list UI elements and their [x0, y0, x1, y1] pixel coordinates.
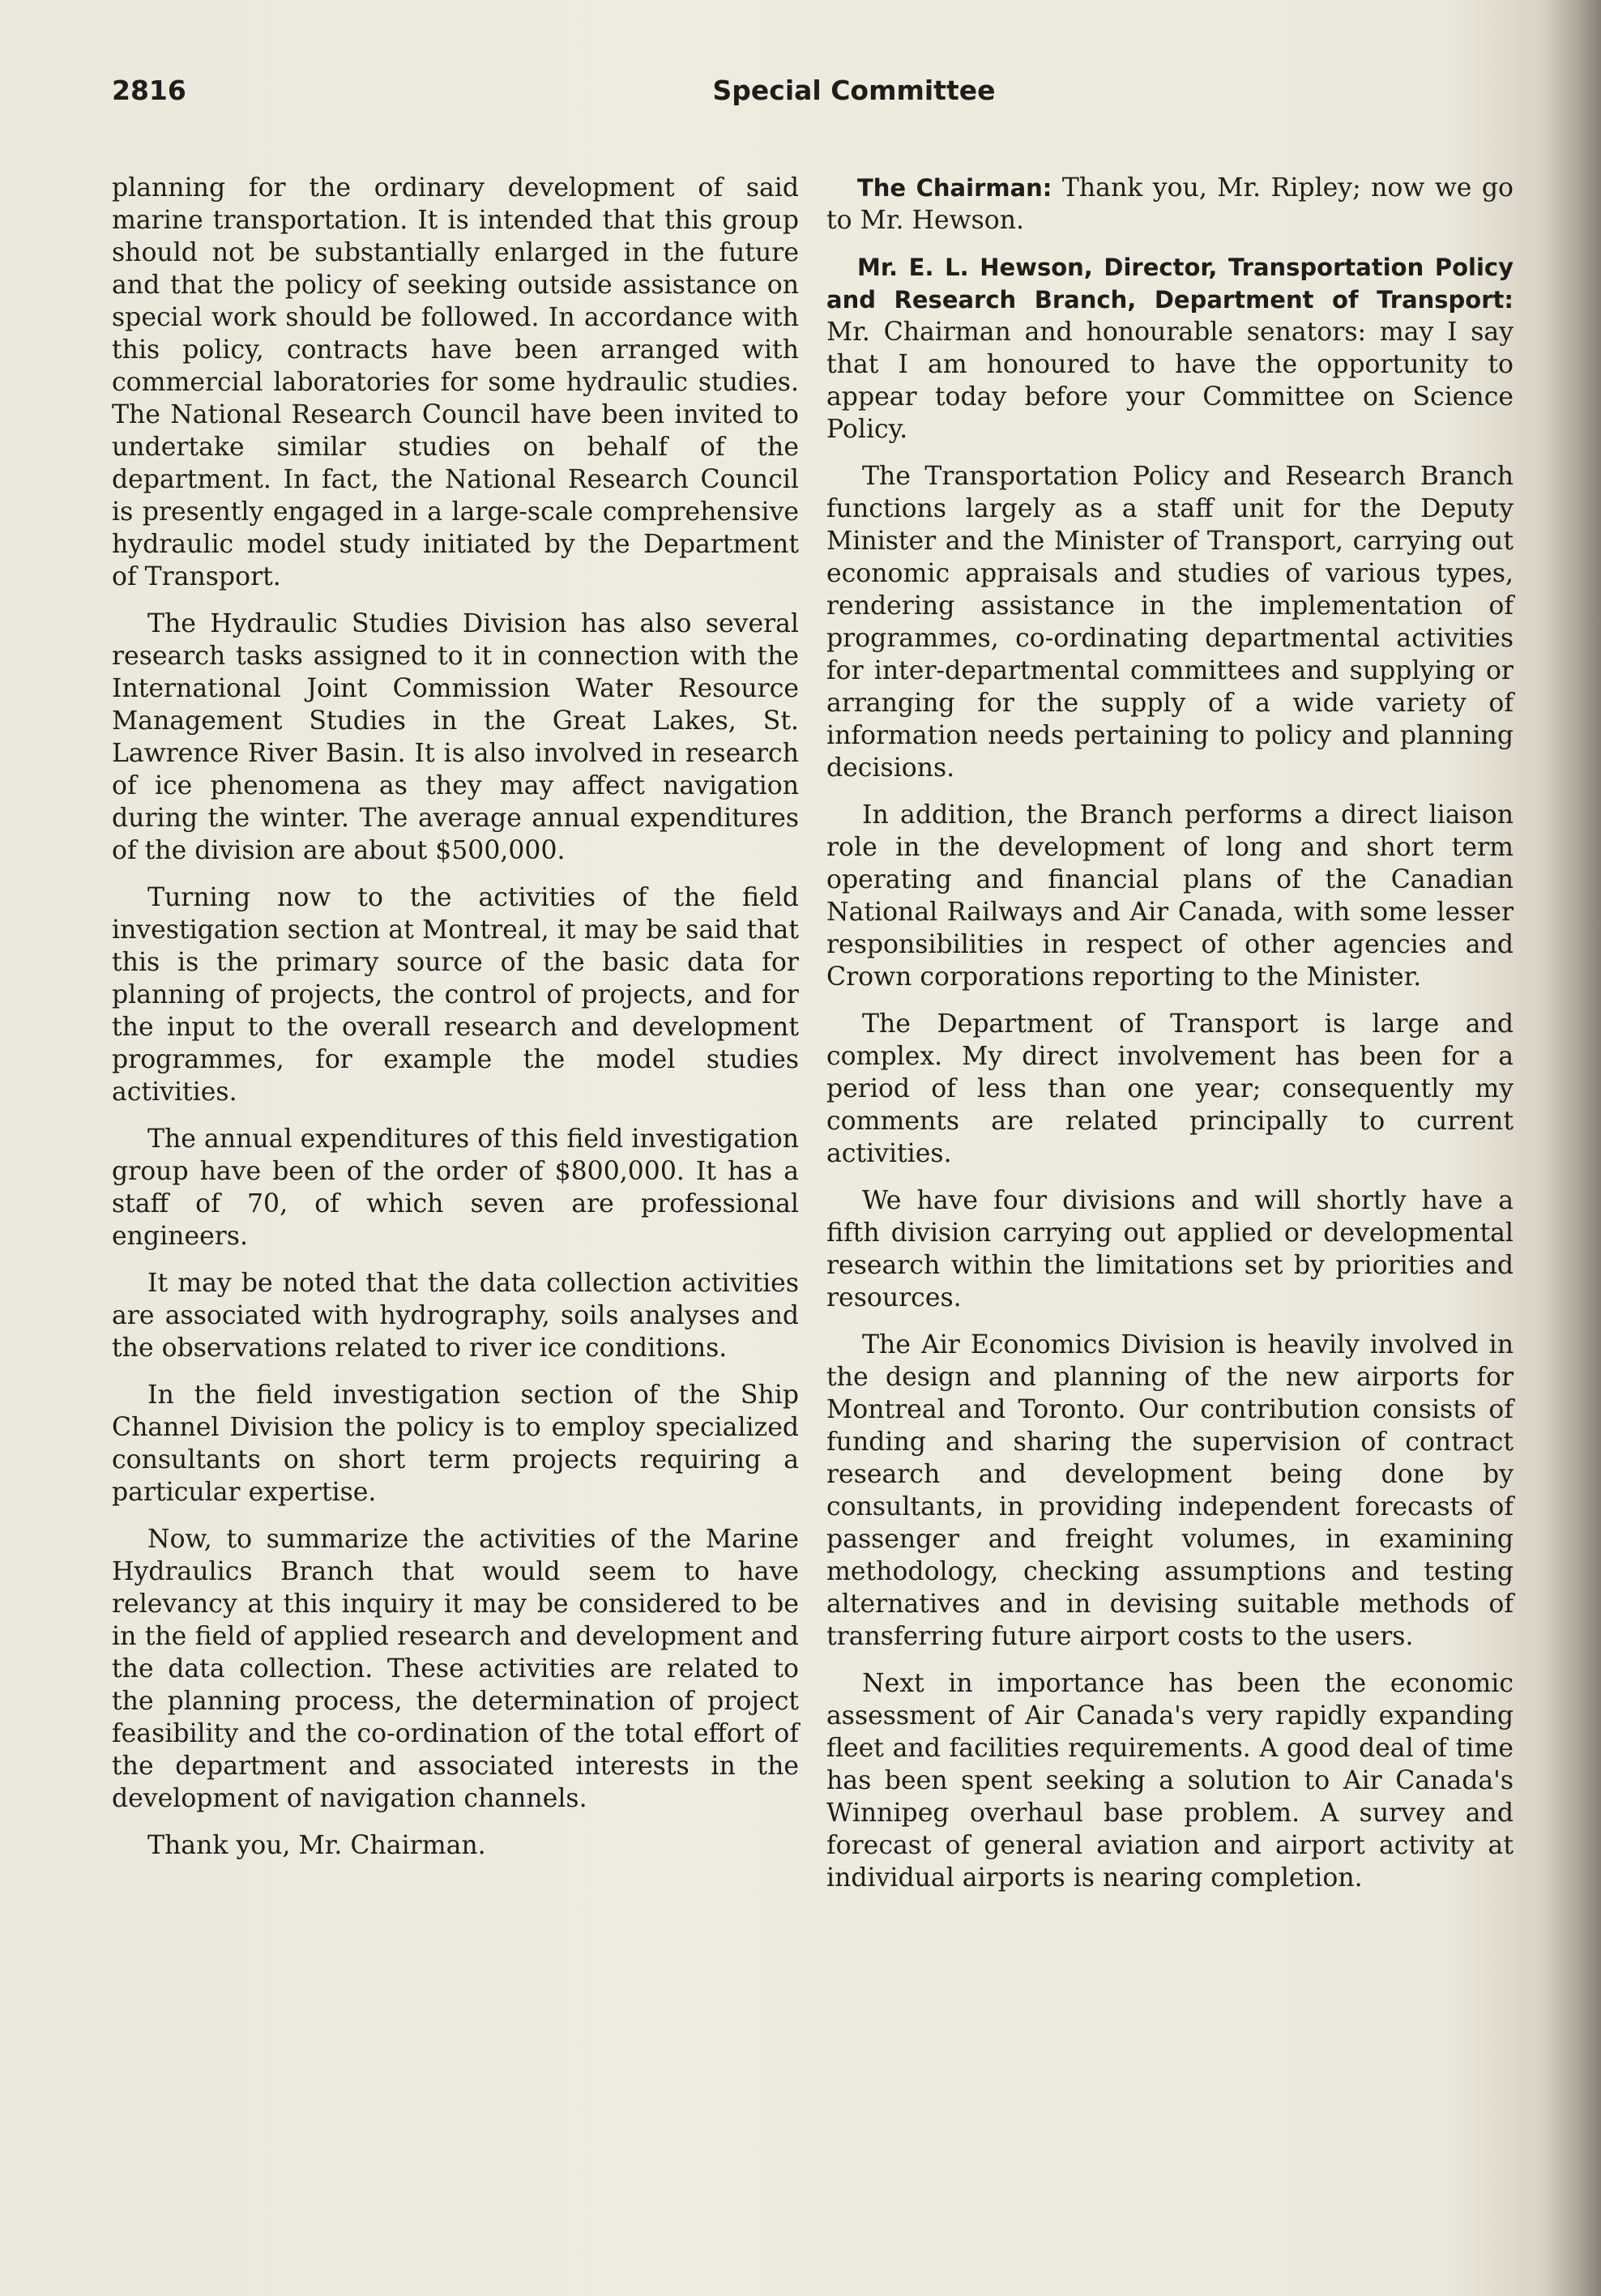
page-number: 2816	[112, 75, 186, 106]
remark-text: Thank you, Mr. Ripley; now we go to Mr. Hewson.	[826, 173, 1514, 235]
paragraph: In addition, the Branch performs a direct liaison role in the development of long and short term operating and financial plans of the Canadian National Railways and Air Canada, with some lesser responsibilities in respect of other agencies and Crown corporations reporting to the Minister.	[826, 800, 1513, 992]
closing-line: Thank you, Mr. Chairman.	[147, 1831, 486, 1860]
binding-shadow	[1544, 0, 1601, 2296]
hewson-remark	[826, 251, 1513, 446]
paragraph: The annual expenditures of this field investigation group have been of the order of $800,000. It has a staff of 70, of which seven are professional engineers.	[112, 1125, 799, 1251]
paragraph: In the field investigation section of the Ship Channel Division the policy is to employ specialized consultants on short term projects requiring a particular expertise.	[112, 1381, 799, 1507]
paragraph: Turning now to the activities of the field investigation section at Montreal, it may be said that this is the primary source of the basic data for planning of projects, the control of projects, and for the input to the overall research and development programmes, for example the model studies activities.	[112, 883, 799, 1107]
paragraph: The Air Economics Division is heavily involved in the design and planning of the new airports for Montreal and Toronto. Our contribution consists of funding and sharing the supervision of contract research and development being done by consultants, in providing independent forecasts of passenger and freight volumes, in examining methodology, checking assumptions and testing alternatives and in devising suitable methods of transferring future airport costs to the users.	[826, 1330, 1513, 1651]
paragraph: We have four divisions and will shortly have a fifth division carrying out applied or developmental research within the limitations set by priorities and resources.	[826, 1186, 1513, 1312]
paragraph: The Hydraulic Studies Division has also several research tasks assigned to it in connection with the International Joint Commission Water Resource Management Studies in the Great Lakes, St. Lawrence River Basin. It is also involved in research of ice phenomena as they may affect navigation during the winter. The average annual expenditures of the division are about $500,000.	[112, 609, 799, 865]
page-header	[112, 75, 1499, 115]
running-title: Special Committee	[712, 75, 996, 106]
speaker-name: Mr. E. L. Hewson, Director, Transportation Policy and Research Branch, Department of Transport:	[826, 254, 1513, 314]
paragraph: planning for the ordinary development of said marine transportation. It is intended that this group should not be substantially enlarged in the future and that the policy of seeking outside assistance on special work should be followed. In accordance with this policy, contracts have been arranged with commercial laboratories for some hydraulic studies. The National Research Council have been invited to undertake similar studies on behalf of the department. In fact, the National Research Council is presently engaged in a large-scale comprehensive hydraulic model study initiated by the Department of Transport.	[112, 173, 799, 591]
left-column	[112, 172, 799, 1876]
paragraph: Now, to summarize the activities of the Marine Hydraulics Branch that would seem to have relevancy at this inquiry it may be considered to be in the field of applied research and development and the data collection. These activities are related to the planning process, the determination of project feasibility and the co-ordination of the total effort of the department and associated interests in the development of navigation channels.	[112, 1525, 799, 1813]
paragraph: The Department of Transport is large and complex. My direct involvement has been for a period of less than one year; consequently my comments are related principally to current activities.	[826, 1009, 1513, 1168]
speaker-name: The Chairman:	[857, 174, 1052, 202]
chairman-remark	[826, 172, 1513, 237]
paragraph: It may be noted that the data collection activities are associated with hydrography, soils analyses and the observations related to river ice conditions.	[112, 1269, 799, 1363]
paragraph: The Transportation Policy and Research Branch functions largely as a staff unit for the Deputy Minister and the Minister of Transport, carrying out economic appraisals and studies of various types, rendering assistance in the implementation of programmes, co-ordinating departmental activities for inter-departmental committees and supplying or arranging for the supply of a wide variety of information needs pertaining to policy and planning decisions.	[826, 462, 1513, 783]
paragraph: Next in importance has been the economic assessment of Air Canada's very rapidly expanding fleet and facilities requirements. A good deal of time has been spent seeking a solution to Air Canada's Winnipeg overhaul base problem. A survey and forecast of general aviation and airport activity at individual airports is nearing completion.	[826, 1669, 1513, 1893]
right-column	[826, 172, 1513, 1909]
remark-text: Mr. Chairman and honourable senators: may I say that I am honoured to have the opportunity to appear today before your Committee on Science Policy.	[826, 318, 1513, 444]
